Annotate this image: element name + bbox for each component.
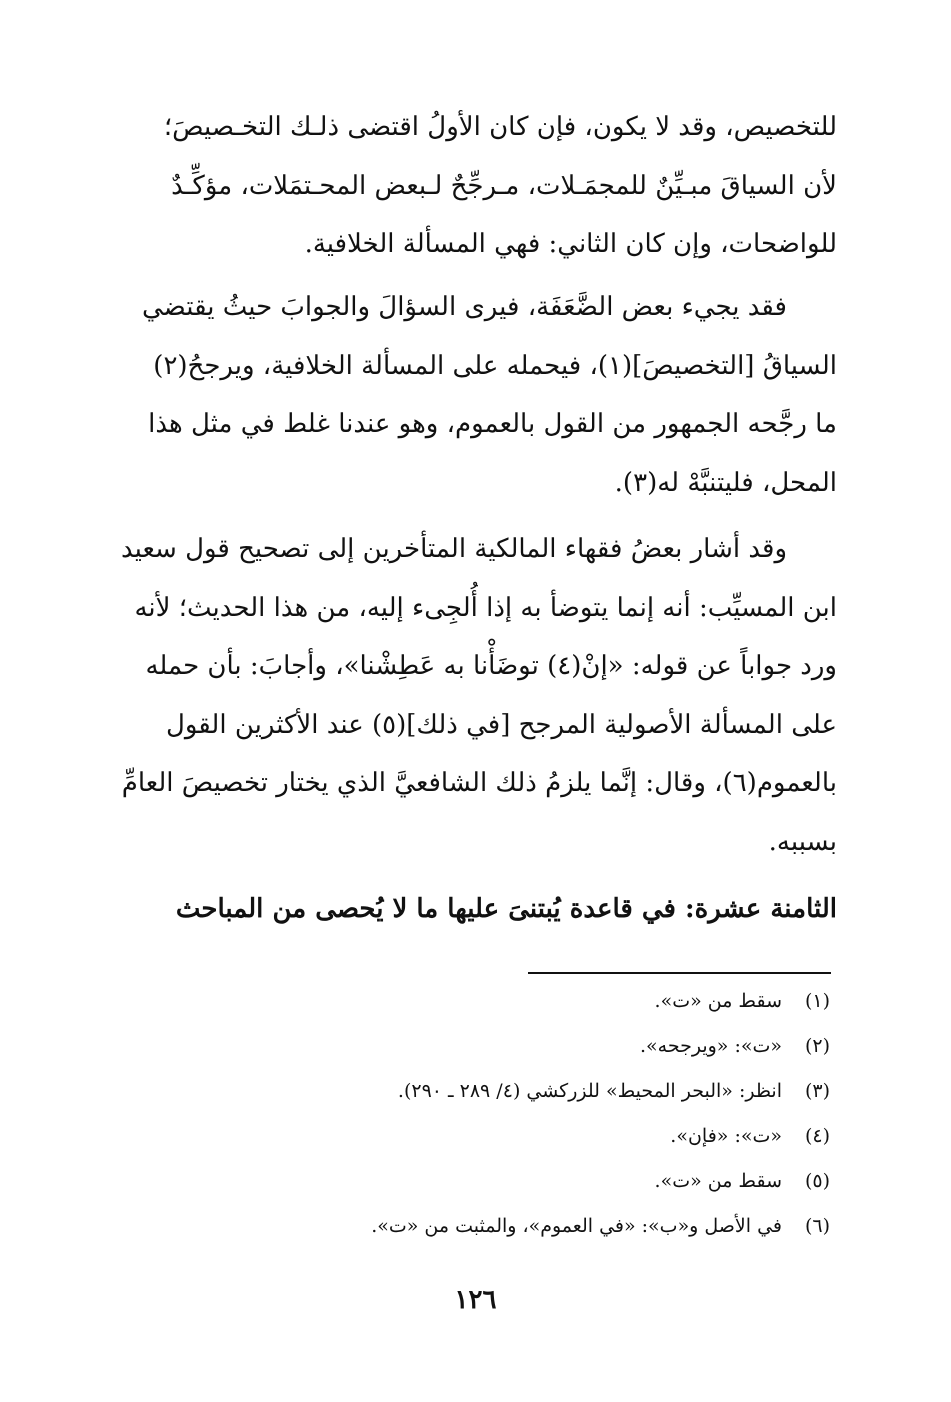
- footnote-text: «ت»: «ويرجحه».: [639, 1035, 782, 1057]
- footnote-text: سقط من «ت».: [654, 990, 782, 1012]
- text-line: على المسألة الأصولية المرجح [في ذلك](٥) عند الأكثرين القول: [165, 709, 837, 740]
- footnote-number: (٣): [804, 1080, 830, 1102]
- footnote-item: [150, 990, 830, 1035]
- footnote-number: (٦): [804, 1215, 830, 1237]
- text-line: بالعموم(٦)، وقال: إنَّما يلزمُ ذلك الشافعيَّ الذي يختار تخصيصَ العامِّ: [121, 768, 837, 798]
- footnote-text: سقط من «ت».: [654, 1170, 782, 1192]
- footnotes: [150, 990, 830, 1260]
- text-line: لأن السياقَ مبـيِّنٌ للمجمَـلات، مـرجِّحٌ لـبعض المحـتمَلات، مؤكِّـدٌ: [171, 170, 837, 201]
- footnote-item: [150, 1125, 830, 1170]
- text-line: وقد أشار بعضُ فقهاء المالكية المتأخرين إلى تصحيح قول سعيد: [121, 534, 787, 564]
- text-line: للتخصيص، وقد لا يكون، فإن كان الأولُ اقتضى ذلـك التخـصيصَ؛: [163, 112, 837, 142]
- footnote-item: [150, 1035, 830, 1080]
- paragraph-3: [112, 520, 837, 871]
- footnote-item: [150, 1080, 830, 1125]
- text-line: السياقُ [التخصيصَ](١)، فيحمله على المسألة الخلافية، ويرجحُ(٢): [153, 350, 837, 381]
- text-line: بسببه.: [768, 826, 837, 857]
- paragraph-2: [112, 278, 837, 512]
- footnote-text: «ت»: «فإن».: [670, 1125, 782, 1147]
- footnote-number: (١): [804, 990, 830, 1012]
- footnote-text: في الأصل و«ب»: «في العموم»، والمثبت من «ت».: [371, 1215, 782, 1237]
- footnote-item: [150, 1170, 830, 1215]
- text-line: ما رجَّحه الجمهور من القول بالعموم، وهو عندنا غلط في مثل هذا: [148, 409, 837, 439]
- text-line: المحل، فليتنبَّهْ له(٣).: [614, 467, 837, 498]
- footnote-divider: [528, 972, 831, 974]
- text-line: فقد يجيء بعض الضَّعَفَة، فيرى السؤالَ والجوابَ حيثُ يقتضي: [142, 292, 787, 322]
- footnote-number: (٥): [804, 1170, 830, 1192]
- footnote-number: (٤): [804, 1125, 830, 1147]
- section-heading-text: الثامنة عشرة: في قاعدة يُبتنىَ عليها ما لا يُحصى من المباحث: [175, 894, 837, 924]
- text-line: ورد جواباً عن قوله: «إنْ(٤) توضَأْنا به عَطِشْنا»، وأجابَ: بأن حمله: [145, 651, 837, 681]
- footnote-text: انظر: «البحر المحيط» للزركشي (٤/ ٢٨٩ ـ ٢٩٠).: [397, 1080, 782, 1102]
- section-heading: [112, 880, 837, 938]
- text-line: ابن المسيِّب: أنه إنما يتوضأ به إذا أُلجِىء إليه، من هذا الحديث؛ لأنه: [134, 592, 837, 623]
- page-number: ١٢٦: [454, 1285, 497, 1315]
- footnote-number: (٢): [804, 1035, 830, 1057]
- paragraph-1: [112, 98, 837, 274]
- text-line: للواضحات، وإن كان الثاني: فهي المسألة الخلافية.: [304, 229, 837, 259]
- footnote-item: [150, 1215, 830, 1260]
